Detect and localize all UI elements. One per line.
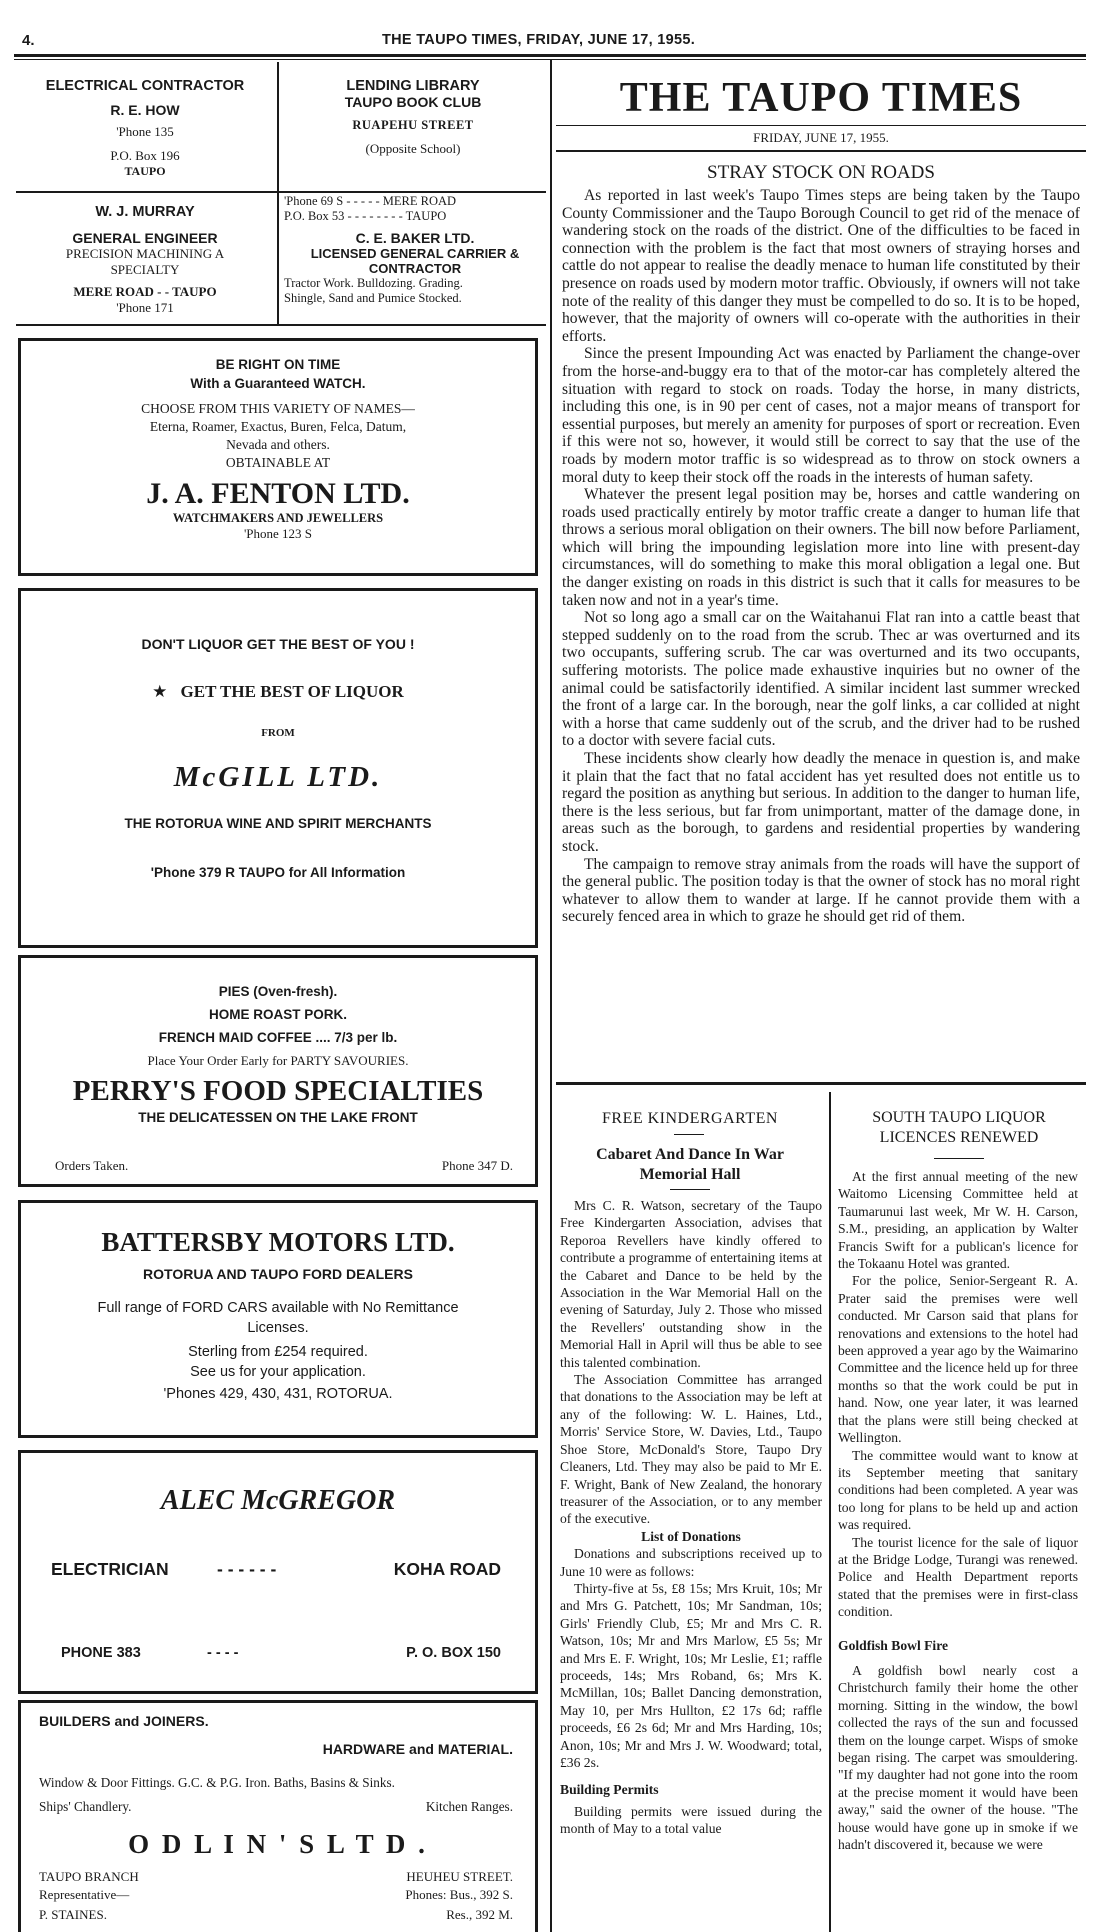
baker-phone-line: 'Phone 69 S - - - - - MERE ROAD <box>284 194 457 208</box>
odlin-res: Res., 392 M. <box>446 1907 513 1922</box>
donations-subhead: List of Donations <box>641 1528 741 1544</box>
ads-grid-horizontal <box>16 191 546 193</box>
library-note: (Opposite School) <box>365 141 461 156</box>
baker-line1: Tractor Work. Bulldozing. Grading. <box>284 276 463 290</box>
licences-paragraph: At the first annual meeting of the new Waitomo Licensing Committee held at Taumarunui last week, Mr W. H. Carson, S.M., presiding, an application by Walter Francis Swift for a publican's licence for the Tokaanu Hotel was granted. <box>838 1169 1078 1272</box>
editorial-paragraph: As reported in last week's Taupo Times steps are being taken by the Taupo County Commissioner and the Taupo Borough Council to get rid of the menace of wandering stock on the roads of the district. One of the difficulties to be faced in connection with the problem is the fact that most owners of straying horses and cattle do not appear to realise the deadly menace to human life constituted by their presence on roads used by modern motor traffic. Obviously, if owners will not take note of the reality of this danger they must be compelled to do so. It is to be hoped, however, that the majority of owners will co-operate with the authorities in their efforts. <box>562 187 1080 345</box>
baker-box-line: P.O. Box 53 - - - - - - - - TAUPO <box>284 209 447 223</box>
mcgregor-name: ALEC McGREGOR <box>160 1485 396 1516</box>
column-divider <box>550 60 552 1932</box>
murray-line2: SPECIALTY <box>110 262 180 277</box>
ads-grid-vertical <box>277 62 279 324</box>
kindergarten-kicker-rule <box>674 1134 704 1135</box>
fenton-line1: CHOOSE FROM THIS VARIETY OF NAMES— <box>141 401 415 416</box>
mcgregor-dashes2: - - - - <box>207 1645 239 1661</box>
fenton-trade: WATCHMAKERS AND JEWELLERS <box>172 511 384 525</box>
odlin-street: HEUHEU STREET. <box>406 1869 513 1884</box>
kindergarten-body <box>560 1197 822 1932</box>
electrical-phone: 'Phone 135 <box>116 124 174 139</box>
ad-battersby <box>18 1200 538 1438</box>
editorial-headline: STRAY STOCK ON ROADS <box>707 162 935 183</box>
battersby-line3: Sterling from £254 required. <box>188 1344 368 1360</box>
perry-phone: Phone 347 D. <box>441 1158 513 1173</box>
masthead-rule-bottom <box>556 150 1086 152</box>
battersby-line1: Full range of FORD CARS available with No Remittance <box>97 1300 459 1316</box>
mcgregor-box: P. O. BOX 150 <box>406 1645 501 1661</box>
editorial-bottom-rule <box>556 1082 1086 1085</box>
perry-orders: Orders Taken. <box>55 1158 129 1173</box>
ad-perry <box>18 955 538 1187</box>
building-permits-subhead: Building Permits <box>560 1782 659 1798</box>
perry-line1: PIES (Oven-fresh). <box>218 984 338 999</box>
fenton-line2: Eterna, Roamer, Exactus, Buren, Felca, Datum, <box>149 419 407 434</box>
fenton-phone: 'Phone 123 S <box>243 526 313 541</box>
kindergarten-headline-rule <box>670 1189 710 1190</box>
kindergarten-paragraph: Mrs C. R. Watson, secretary of the Taupo Free Kindergarten Association, advises that Reporoa Revellers have kindly offered to contribute a programme of entertaining items at the Cabaret and Dance to be held by the Association in the War Memorial Hall on the evening of Saturday, July 2. Those who missed the Revellers' outstanding show in the Memorial Hall in April will thus be able to see this talented combination. <box>560 1198 822 1370</box>
masthead-date: FRIDAY, JUNE 17, 1955. <box>753 130 889 145</box>
mcgregor-trade: ELECTRICIAN <box>51 1559 169 1579</box>
ad-electrical-contractor <box>16 78 274 179</box>
donations-paragraph: Thirty-five at 5s, £8 15s; Mrs Kruit, 10s; Mr and Mrs G. Patchett, 10s; Mr Sandman, 10s; Girls' Friendly Club, £5; Mr and Mrs C. R. Watson, 10s; Mr and Mrs Marlow, £5 5s; Mr and Mrs E. F. Wright, 10s; Mr Leslie, £1; raffle proceeds, 14s; Mrs Roband, 6s; Mrs K. McMillan, 10s; Ballet Dancing demonstration, May 10, per Mrs Hullton, £2 17s 6d; raffle proceeds, £6 2s 6d; Mr and Mrs Harding, 10s; Anon, 10s; Mr and Mrs J. W. Woodward; total, £36 2s. <box>560 1580 822 1770</box>
kindergarten-kicker: FREE KINDERGARTEN <box>602 1110 778 1127</box>
perry-line3: FRENCH MAID COFFEE .... 7/3 per lb. <box>158 1030 398 1045</box>
mcgill-trade: THE ROTORUA WINE AND SPIRIT MERCHANTS <box>124 816 432 831</box>
kindergarten-paragraph: The Association Committee has arranged that donations to the Association may be left at any of the following: W. L. Haines, Ltd., Morris' Service Store, W. Davies, Ltd., Taupo Shoe Store, McDonald's Store, Taupo Dry Cleaners, Ltd. They may also be paid to Mr E. F. Wright, Bank of New Zealand, the honorary treasurer of the Association, or to any member of the executive. <box>560 1372 822 1527</box>
electrical-title: ELECTRICAL CONTRACTOR <box>45 78 245 94</box>
baker-title2: CONTRACTOR <box>368 261 462 276</box>
editorial-body <box>562 187 1080 1075</box>
mcgill-name: McGILL LTD. <box>173 761 383 793</box>
battersby-name: BATTERSBY MOTORS LTD. <box>101 1227 455 1257</box>
ad-mcgregor <box>18 1450 538 1694</box>
baker-title1: LICENSED GENERAL CARRIER & <box>310 246 520 261</box>
mcgill-from: FROM <box>261 727 295 739</box>
fenton-name: J. A. FENTON LTD. <box>146 477 410 510</box>
murray-phone: 'Phone 171 <box>116 300 174 315</box>
ad-lending-library <box>280 78 546 157</box>
donations-paragraph: Donations and subscriptions received up to June 10 were as follows: <box>560 1546 822 1579</box>
odlin-rep: Representative— <box>39 1887 130 1902</box>
battersby-phones: 'Phones 429, 430, 431, ROTORUA. <box>163 1386 393 1402</box>
page-number: 4. <box>22 32 35 49</box>
editorial-paragraph: These incidents show clearly how deadly the menace in question is, and make it plain that the fact that no fatal accident has yet resulted does not entitle us to regard the position as anything but serious. In addition to the danger to human life, there is the less serious, but far from unimportant, matter of the damage done, in areas such as the borough, to gardens and residential properties by wandering stock. <box>562 750 1080 855</box>
electrical-name: R. E. HOW <box>110 102 180 118</box>
electrical-box: P.O. Box 196 <box>110 148 180 163</box>
licences-head <box>834 1108 1084 1159</box>
star-icon: ★ <box>152 682 168 701</box>
perry-line2: HOME ROAST PORK. <box>208 1007 347 1022</box>
battersby-line2: Licenses. <box>247 1320 309 1336</box>
licences-paragraph: The committee would want to know at its September meeting that sanitary conditions had been completed. A year was too long for plans to be held up and action was required. <box>838 1447 1078 1533</box>
odlin-line4b: Kitchen Ranges. <box>425 1799 513 1814</box>
electrical-town: TAUPO <box>124 164 166 178</box>
fenton-head1: BE RIGHT ON TIME <box>215 357 341 372</box>
building-permits-text: Building permits were issued during the month of May to a total value <box>560 1803 822 1837</box>
odlin-name: O D L I N ' S L T D . <box>128 1829 428 1859</box>
murray-address: MERE ROAD - - TAUPO <box>73 284 217 299</box>
library-subtitle: TAUPO BOOK CLUB <box>344 94 482 110</box>
news-column-divider <box>829 1092 831 1932</box>
editorial-paragraph: Not so long ago a small car on the Waitahanui Flat ran into a cattle beast that stepped suddenly on to the road from the scrub. Thec ar was overturned and its two occupants, suffering scrub. The car was overturned and its two occupants, suffering motorists. The police made exhaustive inquiries but no owner of the animal could be satisfactorily identified. A similar incident last summer wrecked the front of a large car. In the borough, near the golf links, a car collided at night with a horse that came suddenly out of the scrub, and the driver had to be rushed to a doctor with severe facial cuts. <box>562 609 1080 750</box>
perry-tagline: THE DELICATESSEN ON THE LAKE FRONT <box>138 1110 418 1125</box>
baker-line2: Shingle, Sand and Pumice Stocked. <box>284 291 462 305</box>
ad-mcgill <box>18 588 538 948</box>
licences-headline: SOUTH TAUPO LIQUOR LICENCES RENEWED <box>872 1109 1046 1146</box>
licences-paragraph: The tourist licence for the sale of liquor at the Bridge Lodge, Turangi was renewed. Police and Health Department reports stated that the premises were in first-class condition. <box>838 1534 1078 1620</box>
fenton-head2: With a Guaranteed WATCH. <box>190 376 366 391</box>
mcgregor-road: KOHA ROAD <box>393 1559 501 1579</box>
fenton-line4: OBTAINABLE AT <box>225 455 331 470</box>
running-head: THE TAUPO TIMES, FRIDAY, JUNE 17, 1955. <box>382 32 696 48</box>
goldfish-paragraph: A goldfish bowl nearly cost a Christchurch family their home the other morning. Sitting in the window, the bowl collected the rays of the sun and focussed them on the lounge carpet. Wisps of smoke began rising. The carpet was smouldering. "If my daughter had not gone into the room at the precise moment it would have been away," said the owner of the house. "The house would have gone up in smoke if we hadn't discovered it, because we were <box>838 1662 1078 1853</box>
library-street: RUAPEHU STREET <box>352 118 474 132</box>
odlin-branch: TAUPO BRANCH <box>39 1869 139 1884</box>
licences-headline-rule <box>934 1158 984 1159</box>
kindergarten-head <box>556 1110 824 1190</box>
kindergarten-headline: Cabaret And Dance In War Memorial Hall <box>596 1146 784 1183</box>
battersby-dealers: ROTORUA AND TAUPO FORD DEALERS <box>143 1266 413 1282</box>
editorial-paragraph: Since the present Impounding Act was enacted by Parliament the change-over from the horse-and-buggy era to that of the motor-car has completely altered the situation with regard to stock on roads. Today the horse, in many districts, including this one, is in 90 per cent of cases, not a major means of transport for essential purposes, but merely an amenity for purposes of sport or recreation. Even if this were not so, however, it would still be correct to say that the use of the roads by modern motor traffic is so widespread as to throw on stock owners a moral duty to keep their stock off the roads in the interests of human safety. <box>562 345 1080 486</box>
baker-name: C. E. BAKER LTD. <box>355 230 475 246</box>
odlin-line2: HARDWARE and MATERIAL. <box>322 1741 513 1757</box>
murray-title: GENERAL ENGINEER <box>72 230 218 246</box>
fenton-line3: Nevada and others. <box>226 437 330 452</box>
ad-odlin <box>18 1700 538 1932</box>
ad-fenton <box>18 338 538 576</box>
header-rule <box>14 54 1086 57</box>
odlin-line1: BUILDERS and JOINERS. <box>39 1713 209 1729</box>
library-title: LENDING LIBRARY <box>346 78 480 94</box>
editorial-paragraph: Whatever the present legal position may be, horses and cattle wandering on roads used practically entirely by motor traffic create a danger to human life that throws a serious moral obligation on their owners. The bill now before Parliament, which will bring the impounding legislation more into line with present-day circumstances, will do something to make this moral obligation a legal one. But the danger existing on roads in this district is such that it calls for measures to be taken now and not in a year's time. <box>562 486 1080 609</box>
odlin-staines: P. STAINES. <box>39 1907 107 1922</box>
battersby-line4: See us for your application. <box>190 1364 366 1380</box>
odlin-line3: Window & Door Fittings. G.C. & P.G. Iron. Baths, Basins & Sinks. <box>39 1775 395 1790</box>
murray-line1: PRECISION MACHINING A <box>65 246 225 261</box>
masthead-title: THE TAUPO TIMES <box>619 75 1023 121</box>
ad-murray-engineer <box>16 204 274 316</box>
murray-name: W. J. MURRAY <box>95 204 195 220</box>
goldfish-subhead: Goldfish Bowl Fire <box>838 1637 949 1653</box>
licences-body <box>838 1168 1078 1932</box>
mcgregor-dashes: - - - - - - <box>217 1559 277 1579</box>
ad-baker-carrier <box>284 194 546 306</box>
editorial-paragraph: The campaign to remove stray animals from the roads will have the support of the general public. The position today is that the owner of stock has no moral right whatever to allow them to wander at large. If he cannot provide them with a securely fenced area in which to graze he should get rid of them. <box>562 855 1080 926</box>
odlin-phones-bus: Phones: Bus., 392 S. <box>405 1887 513 1902</box>
mcgill-phone: 'Phone 379 R TAUPO for All Information <box>150 865 406 880</box>
licences-paragraph: For the police, Senior-Sergeant R. A. Prater said the premises were well conducted. Mr Carson said that plans for renovations and extensions to the hotel had been approved a year ago by the Waimarino Committee and the licence held up for three months so that the work could be put in hand. Now, one year later, it was learned that the plans were still being checked at Wellington. <box>838 1273 1078 1446</box>
ads-grid-bottom <box>16 324 546 326</box>
perry-name: PERRY'S FOOD SPECIALTIES <box>72 1075 484 1107</box>
odlin-line4a: Ships' Chandlery. <box>39 1799 132 1814</box>
mcgregor-phone: PHONE 383 <box>61 1645 141 1661</box>
mcgill-line2: GET THE BEST OF LIQUOR <box>180 682 404 701</box>
masthead-rule <box>556 125 1086 126</box>
mcgill-head: DON'T LIQUOR GET THE BEST OF YOU ! <box>141 636 415 652</box>
perry-line4: Place Your Order Early for PARTY SAVOURIES. <box>147 1053 409 1068</box>
mcgill-line2-wrap <box>21 682 535 702</box>
